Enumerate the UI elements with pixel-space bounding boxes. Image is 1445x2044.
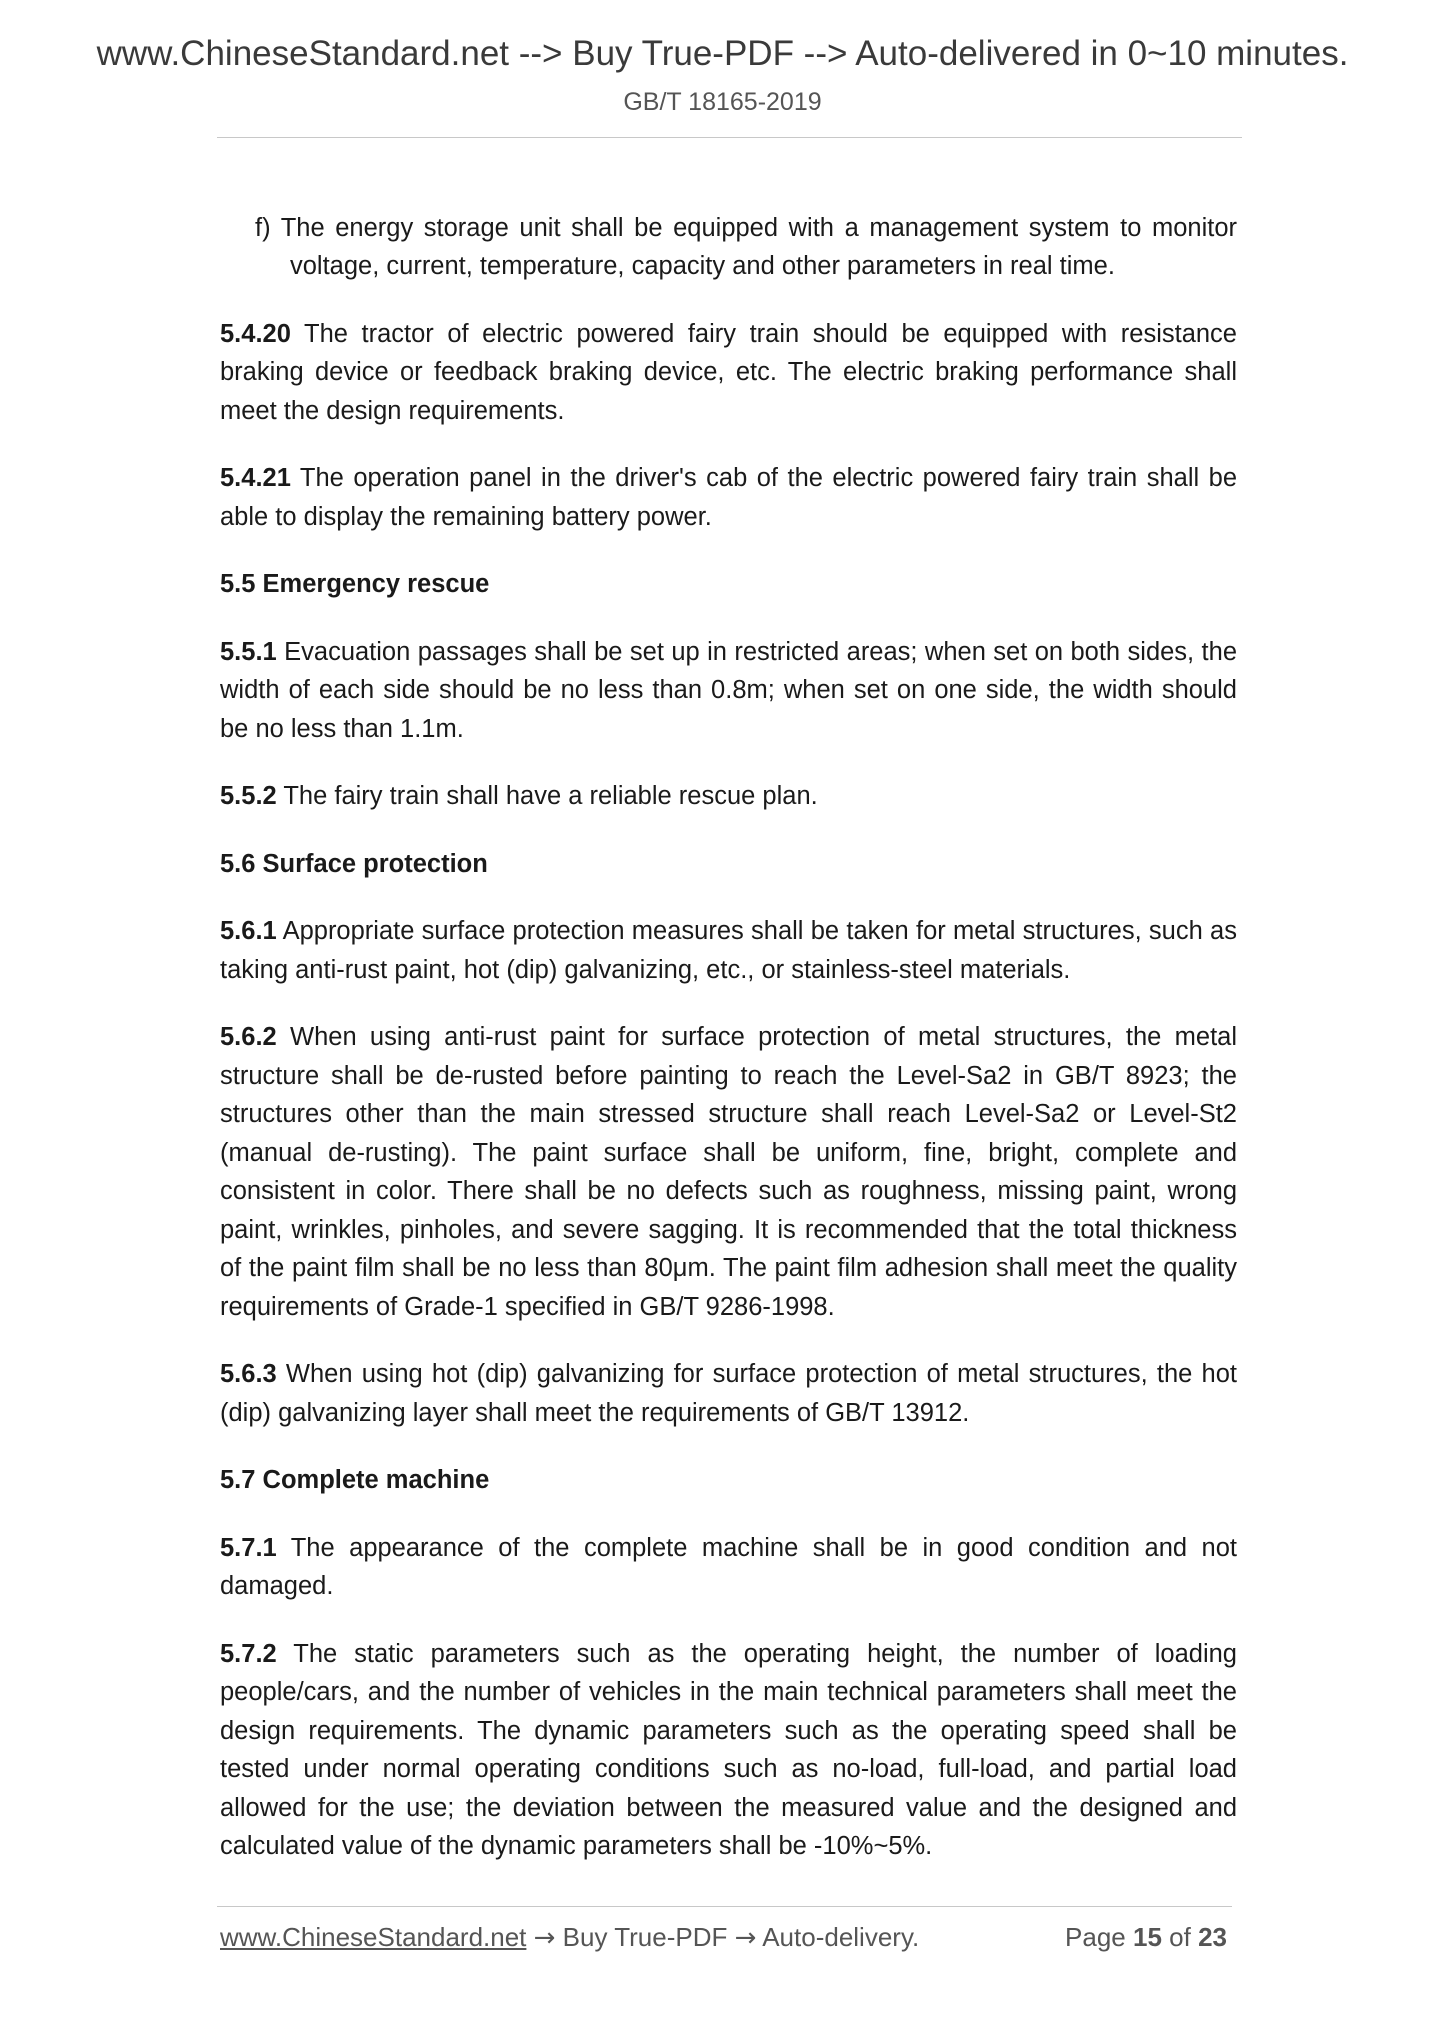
clause-text: The fairy train shall have a reliable rescue plan. — [276, 782, 818, 810]
arrow-right-icon: → — [533, 1923, 556, 1953]
page-total: 23 — [1198, 1922, 1227, 1952]
clause-text: The operation panel in the driver's cab of the electric powered fairy train shall be able to display the remaining battery power. — [220, 464, 1237, 531]
clause-5-6-1 — [220, 912, 1237, 989]
clause-5-6-3 — [220, 1355, 1237, 1432]
clause-text: When using anti-rust paint for surface protection of metal structures, the metal structure shall be de-rusted before painting to reach the Level-Sa2 in GB/T 8923; the structures other than the main stressed structure shall reach Level-Sa2 or Level-St2 (manual de-rusting). The paint surface shall be uniform, fine, bright, complete and consistent in color. There shall be no defects such as roughness, missing paint, wrong paint, wrinkles, pinholes, and severe sagging. It is recommended that the total thickness of the paint film shall be no less than 80μm. The paint film adhesion shall meet the quality requirements of Grade-1 specified in GB/T 9286-1998. — [220, 1023, 1237, 1321]
standard-code: GB/T 18165-2019 — [623, 88, 822, 116]
footer-links — [220, 1922, 919, 1953]
header-divider — [217, 137, 1242, 138]
clause-number: 5.6.3 — [220, 1360, 277, 1388]
section-heading-5-6: 5.6 Surface protection — [220, 849, 488, 878]
section-heading-5-7: 5.7 Complete machine — [220, 1466, 490, 1494]
arrow-right-icon: → — [734, 1923, 757, 1953]
page-current: 15 — [1133, 1922, 1162, 1952]
clause-5-6-2 — [220, 1018, 1237, 1326]
clause-text: The tractor of electric powered fairy train should be equipped with resistance braking device or feedback braking device, etc. The electric braking performance shall meet the design requirements. — [220, 319, 1237, 425]
clause-5-5-2 — [220, 777, 1237, 816]
buy-pdf-text: Buy True-PDF — [562, 1922, 728, 1952]
auto-delivery-text: Auto-delivery. — [762, 1922, 920, 1952]
clause-text: The static parameters such as the operating height, the number of loading people/cars, and the number of vehicles in the main technical parameters shall meet the design requirements. The dynamic parameters such as the operating speed shall be tested under normal operating conditions such as no-load, full-load, and partial load allowed for the use; the deviation between the measured value and the designed and calculated value of the dynamic parameters shall be -10%~5%. — [220, 1639, 1237, 1860]
site-link[interactable]: www.ChineseStandard.net — [220, 1922, 527, 1952]
clause-5-7-1 — [220, 1529, 1237, 1606]
page-label: Page — [1065, 1922, 1126, 1952]
clause-text: Evacuation passages shall be set up in restricted areas; when set on both sides, the width of each side should be no less than 0.8m; when set on one side, the width should be no less than 1.1m. — [220, 637, 1237, 743]
clause-number: 5.6.2 — [220, 1023, 277, 1051]
of-label: of — [1169, 1922, 1191, 1952]
clause-number: 5.4.21 — [220, 464, 291, 492]
clause-text: When using hot (dip) galvanizing for surface protection of metal structures, the hot (dip) galvanizing layer shall meet the requirements of GB/T 13912. — [220, 1360, 1237, 1427]
clause-number: 5.4.20 — [220, 319, 291, 348]
clause-5-7-2 — [220, 1635, 1237, 1866]
document-body — [220, 183, 1237, 1895]
clause-5-5-1 — [220, 633, 1237, 749]
clause-number: 5.6.1 — [220, 917, 277, 945]
clause-number: 5.5.1 — [220, 637, 277, 666]
header-banner: www.ChineseStandard.net --> Buy True-PDF --> Auto-delivered in 0~10 minutes. — [96, 34, 1349, 73]
clause-number: 5.7.1 — [220, 1533, 277, 1562]
section-heading-5-5: 5.5 Emergency rescue — [220, 570, 490, 598]
clause-5-4-20 — [220, 315, 1237, 431]
clause-text: The appearance of the complete machine shall be in good condition and not damaged. — [220, 1533, 1237, 1600]
footer-divider — [217, 1906, 1232, 1907]
clause-5-4-21 — [220, 459, 1237, 536]
clause-text: Appropriate surface protection measures shall be taken for metal structures, such as taking anti-rust paint, hot (dip) galvanizing, etc., or stainless-steel materials. — [220, 917, 1237, 984]
page-footer — [220, 1922, 1227, 1962]
page-number — [1065, 1922, 1227, 1953]
clause-number: 5.7.2 — [220, 1639, 277, 1668]
clause-number: 5.5.2 — [220, 782, 277, 810]
list-item-f: f) The energy storage unit shall be equipped with a management system to monitor voltage, current, temperature, capacity and other parameters in real time. — [255, 213, 1237, 280]
